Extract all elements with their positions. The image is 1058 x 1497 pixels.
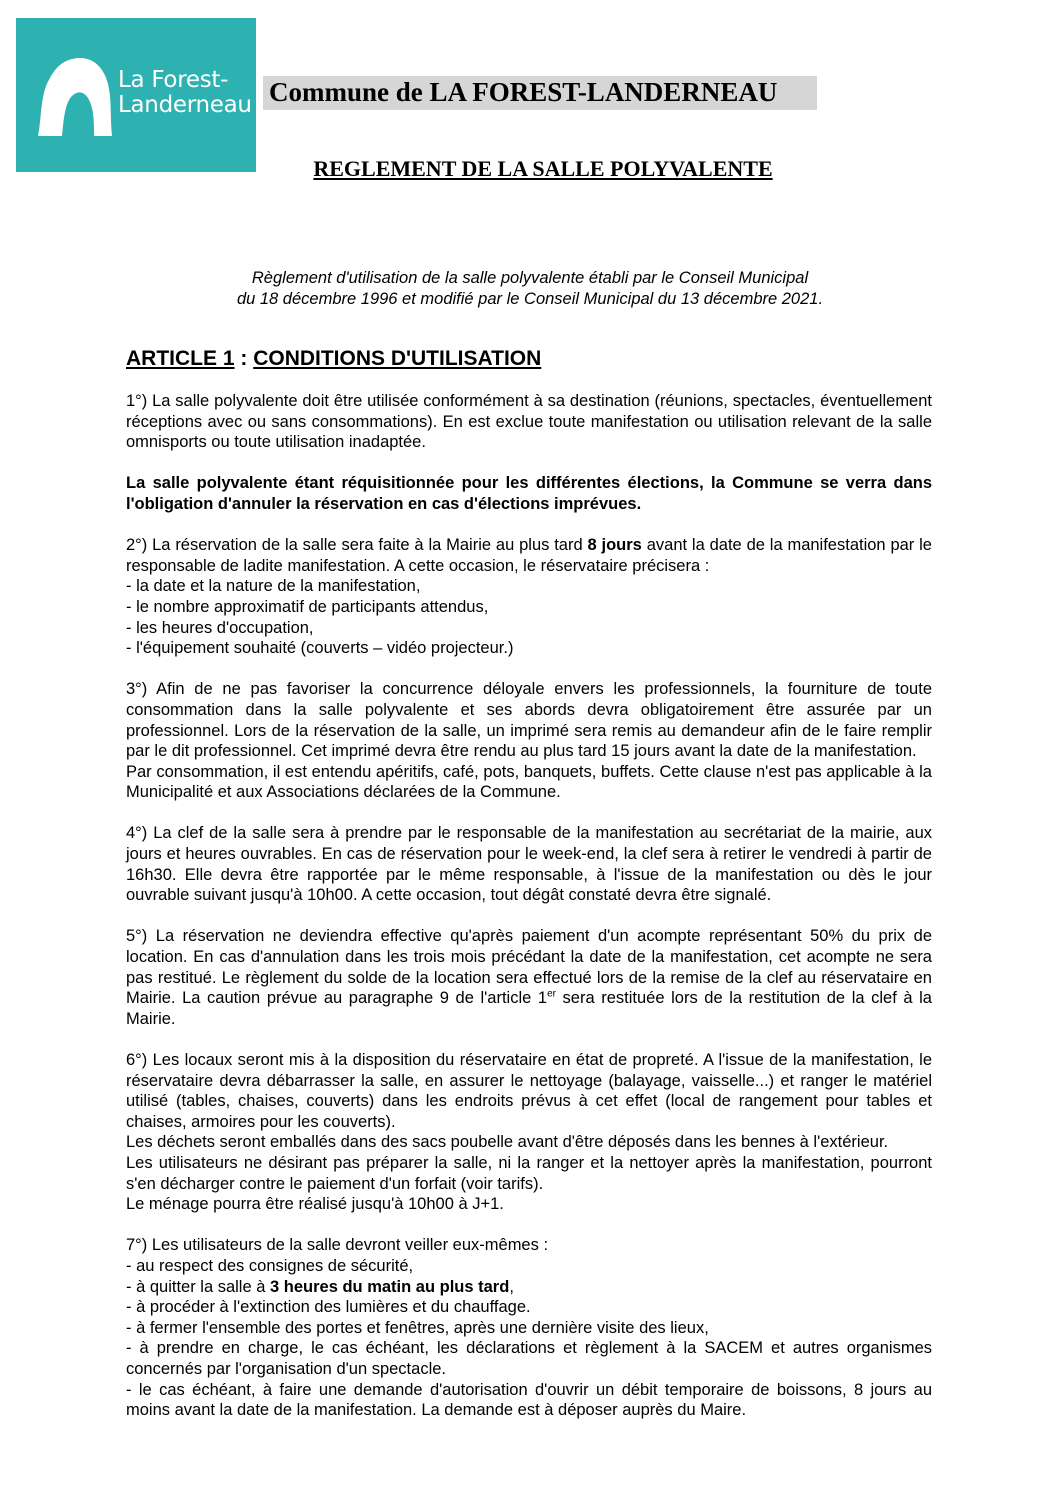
p6-text: 6°) Les locaux seront mis à la disposition du réservataire en état de propreté. A l'issue de la manifestation, le réservataire devra débarrasser la salle, en assurer le nettoyage (balayage, vaisselle...) et ranger le matériel utilisé (tables, chaises, couverts) dans les endroits prévus à cet effet (local de rangement pour tables et chaises, armoires pour les couverts).: [126, 1051, 932, 1131]
list-item: - à procéder à l'extinction des lumières et du chauffage.: [126, 1298, 531, 1317]
list-item: - à fermer l'ensemble des portes et fenêtres, après une dernière visite des lieux,: [126, 1318, 709, 1337]
p2-bold: 8 jours: [587, 536, 642, 555]
paragraph-7: [126, 1235, 932, 1420]
list-item: - les heures d'occupation,: [126, 618, 314, 637]
article-title: CONDITIONS D'UTILISATION: [253, 347, 542, 370]
page-title: [0, 156, 1058, 182]
p5-text-a: 5°) La réservation ne deviendra effective qu'après paiement d'un acompte représentant 50% du prix de location. En cas d'annulation dans les trois mois précédant la date de la manifestation, cet acompte ne sera pas restitué. Le règlement du solde de la location sera effectué lors de la remise de la clef au réservataire en Mairie. La caution prévue au paragraphe 9 de l'article 1: [126, 927, 932, 1008]
p7-i2-text-b: ,: [509, 1277, 514, 1296]
p6-text-c: Les utilisateurs ne désirant pas préparer la salle, ni la ranger et la nettoyer après la manifestation, pourront s'en décharger contre le paiement d'un forfait (voir tarifs).: [126, 1153, 932, 1193]
list-item: - le nombre approximatif de participants attendus,: [126, 597, 489, 616]
intro-line1: Règlement d'utilisation de la salle polyvalente établi par le Conseil Municipal: [251, 269, 809, 287]
p6-text-d: Le ménage pourra être réalisé jusqu'à 10h00 à J+1.: [126, 1195, 504, 1214]
elections-notice: La salle polyvalente étant réquisitionnée pour les différentes élections, la Commune se verra dans l'obligation d'annuler la réservation en cas d'élections imprévues.: [126, 474, 932, 513]
paragraph-4: 4°) La clef de la salle sera à prendre par le responsable de la manifestation au secrétariat de la mairie, aux jours et heures ouvrables. En cas de réservation pour le week-end, la clef sera à retirer le vendredi à partir de 16h30. Elle devra être rapportée par le même responsable, à l'issue de la manifestation ou dès le jour ouvrable suivant jusqu'à 10h00. A cette occasion, tout dégât constaté devra être signalé.: [126, 824, 932, 905]
paragraph-2: [126, 535, 932, 659]
list-item: - la date et la nature de la manifestation,: [126, 577, 421, 596]
article-separator: :: [234, 347, 254, 370]
list-item: - au respect des consignes de sécurité,: [126, 1256, 414, 1275]
paragraph-3: [126, 679, 932, 803]
paragraph-6: [126, 1050, 932, 1215]
p3-text: 3°) Afin de ne pas favoriser la concurrence déloyale envers les professionnels, la fourniture de toute consommation dans la salle polyvalente et ses abords devra obligatoirement être assurée par un professionnel. Lors de la réservation de la salle, un imprimé sera remis au demandeur afin de le faire remplir par le dit professionnel. Cet imprimé devra être rendu au plus tard 15 jours avant la date de la manifestation.: [126, 680, 932, 761]
logo: [16, 18, 256, 172]
arch-logo-icon: [36, 56, 114, 136]
p5-superscript: er: [547, 988, 556, 1000]
list-item: - à prendre en charge, le cas échéant, les déclarations et règlement à la SACEM et autres organismes concernés par l'organisation d'un spectacle.: [126, 1339, 932, 1378]
p2-text-b: avant la date de la manifestation par le responsable de ladite manifestation. A cette occasion, le réservataire précisera :: [126, 536, 932, 575]
paragraph-5: [126, 926, 932, 1029]
intro-text: [126, 268, 934, 310]
list-item: [126, 1277, 932, 1298]
p2-text-a: 2°) La réservation de la salle sera faite à la Mairie au plus tard: [126, 536, 588, 555]
article-label: ARTICLE 1: [126, 347, 235, 370]
p7-i2-text-a: - à quitter la salle à: [126, 1277, 270, 1296]
paragraph-elections: [126, 473, 932, 514]
paragraph-1: 1°) La salle polyvalente doit être utilisée conformément à sa destination (réunions, spectacles, éventuellement réceptions avec ou sans consommations). En est exclue toute manifestation ou utilisation relevant de la salle omnisports ou toute utilisation inadaptée.: [126, 392, 932, 452]
p6-text-b: Les déchets seront emballés dans des sacs poubelle avant d'être déposés dans les bennes à l'extérieur.: [126, 1133, 889, 1152]
list-item: - l'équipement souhaité (couverts – vidéo projecteur.): [126, 639, 514, 658]
page-title-text: REGLEMENT DE LA SALLE POLYVALENTE: [313, 156, 773, 181]
article-heading: [126, 347, 541, 371]
logo-line1: La Forest-: [118, 67, 229, 93]
intro-line2: du 18 décembre 1996 et modifié par le Conseil Municipal du 13 décembre 2021.: [236, 290, 824, 308]
p7-i2-bold: 3 heures du matin au plus tard: [270, 1277, 510, 1296]
list-item: - le cas échéant, à faire une demande d'autorisation d'ouvrir un débit temporaire de boissons, 8 jours au moins avant la date de la manifestation. La demande est à déposer auprès du Maire.: [126, 1380, 932, 1420]
commune-title: Commune de LA FOREST-LANDERNEAU: [269, 77, 778, 107]
article-body: [126, 391, 932, 1441]
logo-line2: Landerneau: [118, 92, 252, 118]
commune-banner: [263, 76, 817, 110]
p5-text-b: sera restituée lors de la restitution de la clef à la Mairie.: [126, 989, 932, 1028]
logo-text: [118, 68, 252, 118]
p7-intro: 7°) Les utilisateurs de la salle devront veiller eux-mêmes :: [126, 1236, 549, 1255]
p3-text-b: Par consommation, il est entendu apéritifs, café, pots, banquets, buffets. Cette clause n'est pas applicable à la Municipalité et aux Associations déclarées de la Commune.: [126, 762, 932, 802]
